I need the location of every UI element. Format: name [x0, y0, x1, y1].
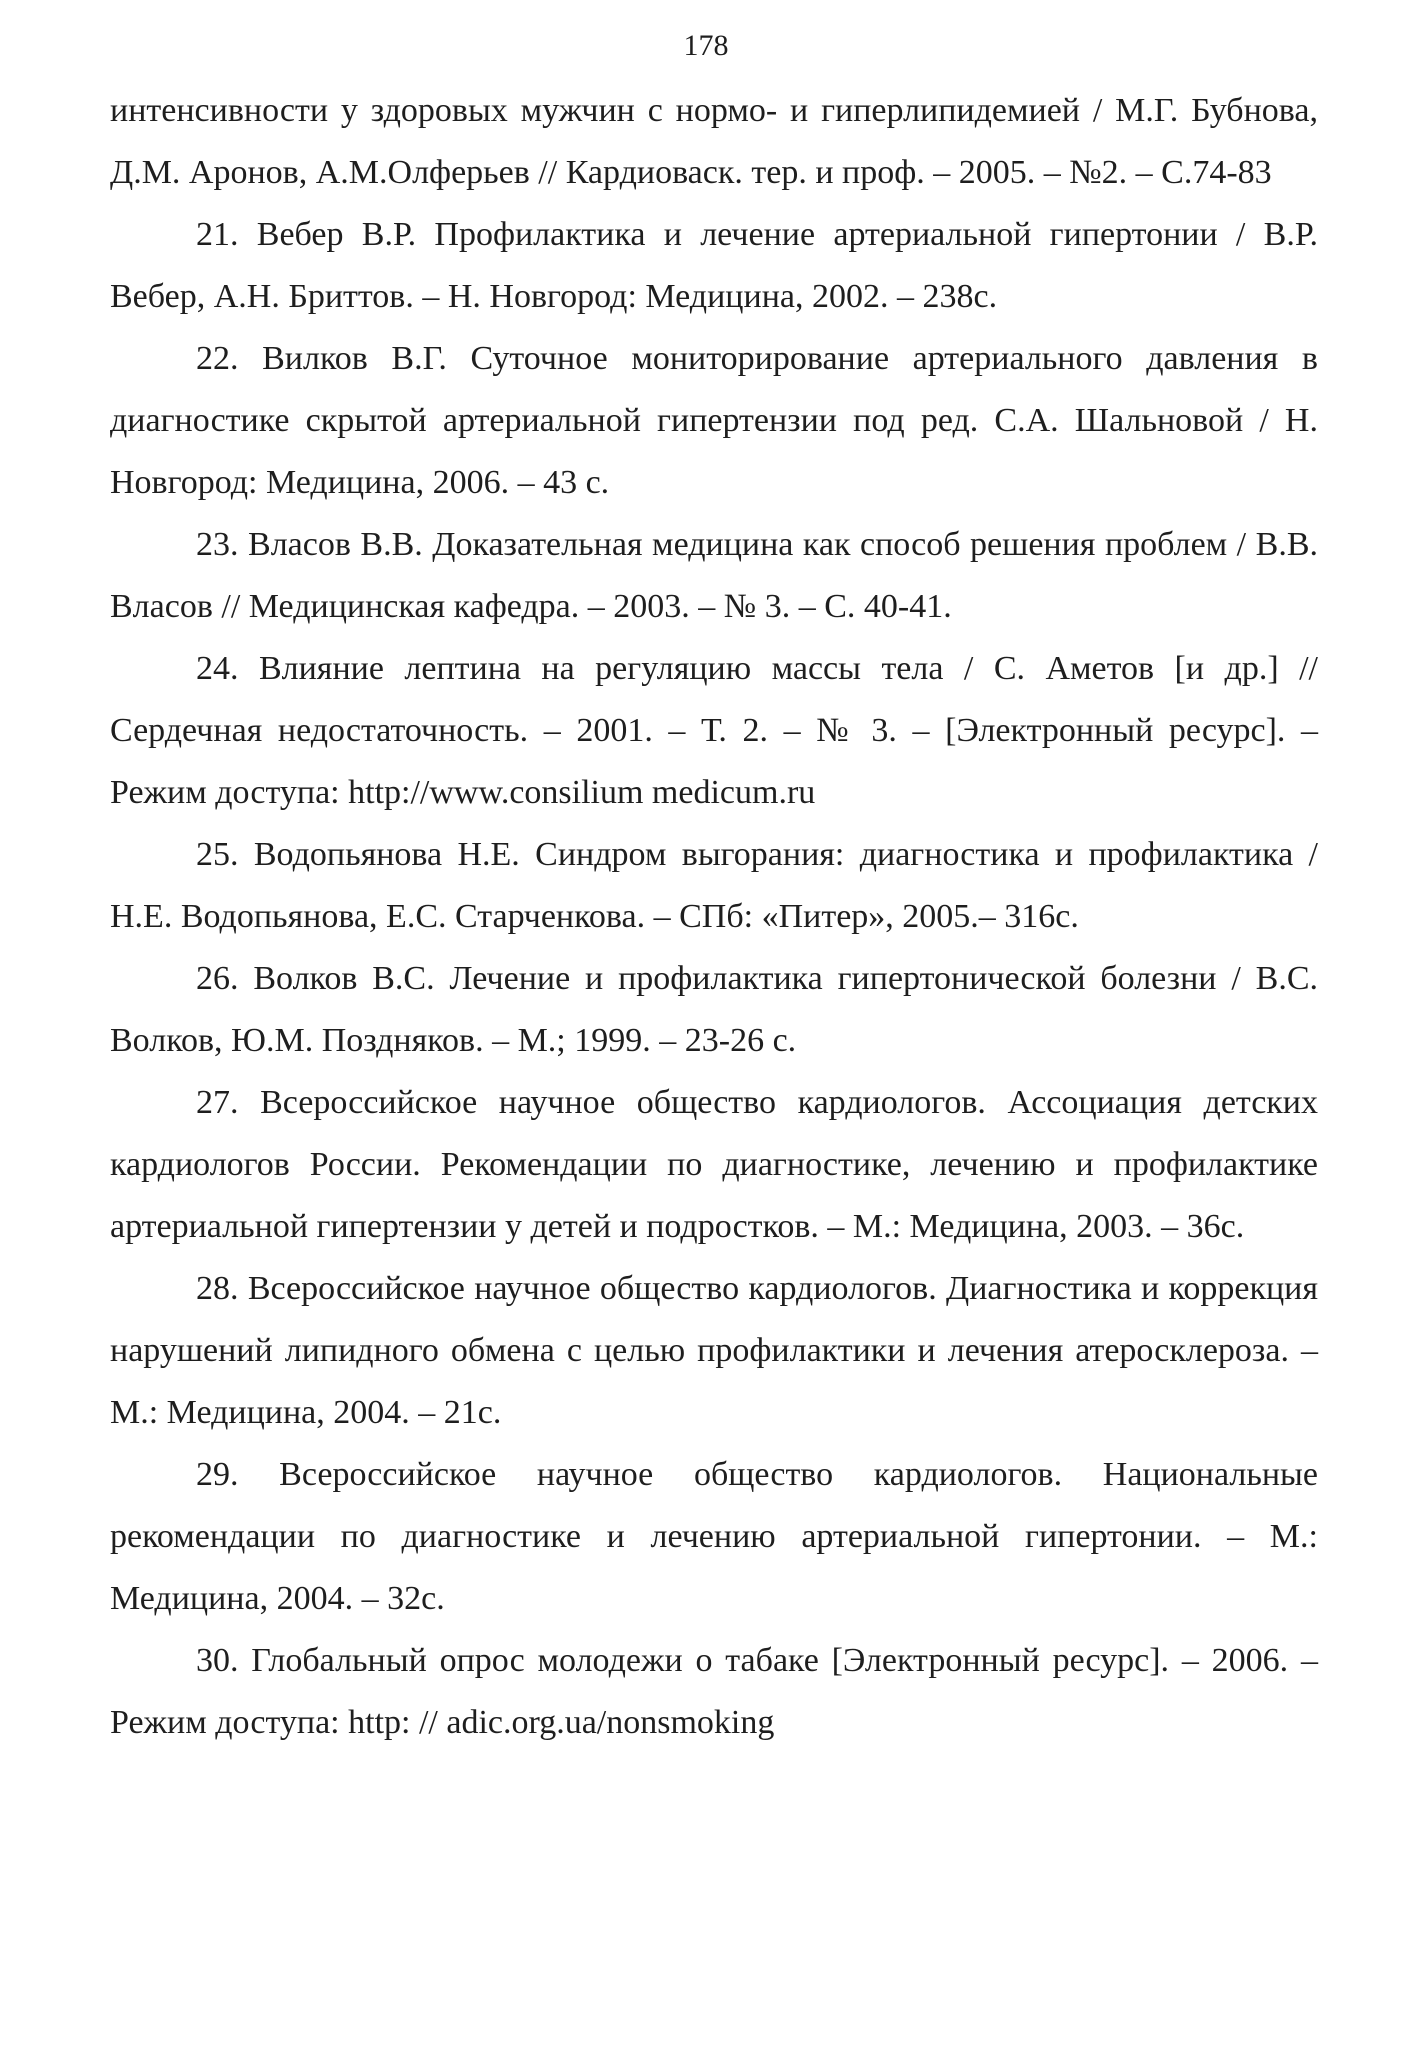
reference-item: 29. Всероссийское научное общество кардиологов. Национальные рекомендации по диагностике и лечению артериальной гипертонии. – М.: Медицина, 2004. – 32с.	[110, 1456, 1318, 1617]
reference-item: 25. Водопьянова Н.Е. Синдром выгорания: диагностика и профилактика / Н.Е. Водопьянова, Е.С. Старченкова. – СПб: «Питер», 2005.– 316с.	[110, 836, 1318, 935]
reference-item: 21. Вебер В.Р. Профилактика и лечение артериальной гипертонии / В.Р. Вебер, А.Н. Бриттов. – Н. Новгород: Медицина, 2002. – 238с.	[110, 216, 1318, 315]
reference-list	[110, 80, 1318, 1754]
reference-item: 26. Волков В.С. Лечение и профилактика гипертонической болезни / В.С. Волков, Ю.М. Поздняков. – М.; 1999. – 23-26 с.	[110, 960, 1318, 1059]
reference-item: 22. Вилков В.Г. Суточное мониторирование артериального давления в диагностике скрытой артериальной гипертензии под ред. С.А. Шальновой / Н. Новгород: Медицина, 2006. – 43 с.	[110, 340, 1318, 501]
reference-item: 28. Всероссийское научное общество кардиологов. Диагностика и коррекция нарушений липидного обмена с целью профилактики и лечения атеросклероза. – М.: Медицина, 2004. – 21с.	[110, 1270, 1318, 1431]
reference-item: интенсивности у здоровых мужчин с нормо- и гиперлипидемией / М.Г. Бубнова, Д.М. Аронов, А.М.Олферьев // Кардиоваск. тер. и проф. – 2005. – №2. – С.74-83	[110, 92, 1318, 191]
reference-item: 30. Глобальный опрос молодежи о табаке [Электронный ресурс]. – 2006. – Режим доступа: http: // adic.org.ua/nonsmoking	[110, 1642, 1318, 1741]
page-number: 178	[683, 29, 729, 62]
reference-item: 23. Власов В.В. Доказательная медицина как способ решения проблем / В.В. Власов // Медицинская кафедра. – 2003. – № 3. – С. 40-41.	[110, 526, 1318, 625]
reference-item: 24. Влияние лептина на регуляцию массы тела / С. Аметов [и др.] // Сердечная недостаточность. – 2001. – Т. 2. – № 3. – [Электронный ресурс]. – Режим доступа: http://www.consilium medicum.ru	[110, 650, 1318, 811]
reference-item: 27. Всероссийское научное общество кардиологов. Ассоциация детских кардиологов России. Рекомендации по диагностике, лечению и профилактике артериальной гипертензии у детей и подростков. – М.: Медицина, 2003. – 36с.	[110, 1084, 1318, 1245]
